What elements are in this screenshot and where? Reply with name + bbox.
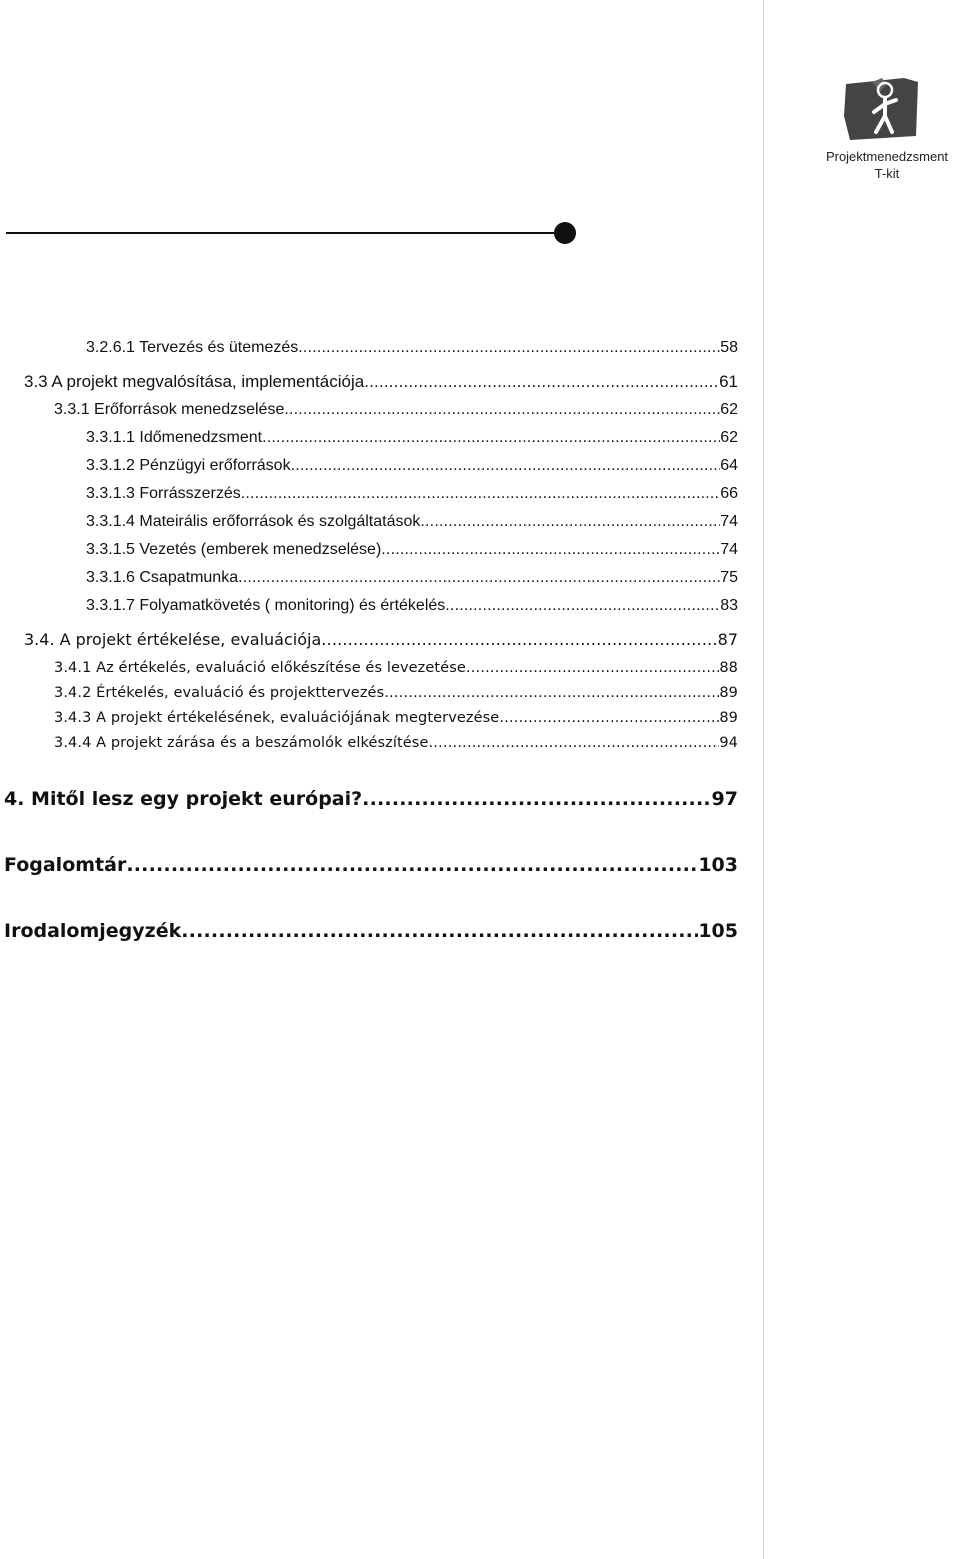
toc-entry[interactable] xyxy=(86,513,738,531)
brand-label xyxy=(812,148,960,182)
toc-entry[interactable] xyxy=(86,485,738,503)
toc-entry-title: 4. Mitől lesz egy projekt európai? xyxy=(4,788,363,810)
toc-entry-title: 3.4.3 A projekt értékelésének, evaluációjának megtervezése xyxy=(54,710,500,726)
header-rule-dot xyxy=(554,222,576,244)
toc-entry-title: 3.3.1.1 Időmenedzsment xyxy=(86,429,263,446)
toc-entry-page: 66 xyxy=(720,485,738,502)
toc-entry-page: 61 xyxy=(719,372,738,391)
toc-entry-page: 89 xyxy=(719,685,738,701)
toc-entry-title: Irodalomjegyzék xyxy=(4,920,182,942)
toc-leader-dots xyxy=(428,735,719,751)
toc-leader-dots xyxy=(364,372,719,392)
toc-entry-page: 89 xyxy=(719,710,738,726)
toc-leader-dots xyxy=(466,660,719,676)
toc-entry-page: 94 xyxy=(719,735,738,751)
toc-leader-dots xyxy=(321,630,717,649)
toc-entry-page: 83 xyxy=(720,597,738,614)
toc-entry[interactable] xyxy=(54,685,738,701)
toc-leader-dots xyxy=(362,788,711,810)
toc-entry-page: 62 xyxy=(720,429,738,446)
toc-leader-dots xyxy=(381,541,720,559)
brand-title: Projektmenedzsment xyxy=(825,149,949,164)
toc-entry-title: 3.3.1.7 Folyamatkövetés ( monitoring) és értékelés xyxy=(86,597,446,614)
toc-entry-title: 3.3.1.4 Mateirális erőforrások és szolgáltatások xyxy=(86,513,421,530)
person-walking-flag-icon xyxy=(842,76,922,142)
toc-entry[interactable] xyxy=(54,401,738,419)
toc-entry[interactable] xyxy=(86,541,738,559)
toc-entry[interactable] xyxy=(86,597,738,615)
toc-entry-title: 3.3.1.5 Vezetés (emberek menedzselése) xyxy=(86,541,382,558)
toc-entry-page: 103 xyxy=(698,854,738,876)
toc-entry[interactable] xyxy=(86,339,738,357)
toc-leader-dots xyxy=(298,339,720,357)
toc-entry-page: 88 xyxy=(719,660,738,676)
toc-entry-title: 3.4.1 Az értékelés, evaluáció előkészítése és levezetése xyxy=(54,660,466,676)
toc-entry[interactable] xyxy=(4,920,738,942)
toc-leader-dots xyxy=(126,854,698,876)
toc-entry-page: 105 xyxy=(698,920,738,942)
toc-entry[interactable] xyxy=(86,429,738,447)
toc-entry-page: 74 xyxy=(720,541,738,558)
toc-leader-dots xyxy=(420,513,720,531)
toc-leader-dots xyxy=(181,920,698,942)
header-rule xyxy=(6,232,556,234)
toc-entry-title: Fogalomtár xyxy=(4,854,127,876)
toc-entry-page: 62 xyxy=(720,401,738,418)
toc-entry[interactable] xyxy=(24,630,738,649)
toc-entry-title: 3.4. A projekt értékelése, evaluációja xyxy=(24,630,322,649)
toc-entry[interactable] xyxy=(4,854,738,876)
brand-subtitle: T-kit xyxy=(874,166,900,181)
toc-entry[interactable] xyxy=(86,569,738,587)
toc-leader-dots xyxy=(499,710,719,726)
toc-entry-page: 64 xyxy=(720,457,738,474)
page-margin-rule xyxy=(763,0,764,1559)
toc-entry-page: 74 xyxy=(720,513,738,530)
toc-entry[interactable] xyxy=(24,372,738,392)
toc-entry[interactable] xyxy=(54,660,738,676)
toc-entry[interactable] xyxy=(86,457,738,475)
toc-entry-page: 87 xyxy=(717,630,738,649)
toc-entry-title: 3.4.4 A projekt zárása és a beszámolók elkészítése xyxy=(54,735,429,751)
toc-leader-dots xyxy=(262,429,720,447)
toc-leader-dots xyxy=(445,597,720,615)
toc-leader-dots xyxy=(291,457,721,475)
toc-entry-page: 75 xyxy=(720,569,738,586)
toc-leader-dots xyxy=(241,485,720,503)
toc-leader-dots xyxy=(384,685,719,701)
toc-entry[interactable] xyxy=(54,735,738,751)
toc-entry[interactable] xyxy=(54,710,738,726)
toc-entry[interactable] xyxy=(4,788,738,810)
toc-entry-page: 58 xyxy=(720,339,738,356)
toc-entry-title: 3.2.6.1 Tervezés és ütemezés xyxy=(86,339,299,356)
toc-entry-title: 3.3.1.3 Forrásszerzés xyxy=(86,485,241,502)
toc-leader-dots xyxy=(284,401,720,419)
toc-entry-title: 3.4.2 Értékelés, evaluáció és projekttervezés xyxy=(54,685,385,701)
toc-entry-title: 3.3 A projekt megvalósítása, implementációja xyxy=(24,372,365,391)
toc-entry-title: 3.3.1 Erőforrások menedzselése xyxy=(54,401,285,418)
toc-entry-title: 3.3.1.6 Csapatmunka xyxy=(86,569,239,586)
toc-entry-page: 97 xyxy=(711,788,738,810)
toc-leader-dots xyxy=(238,569,720,587)
toc-entry-title: 3.3.1.2 Pénzügyi erőforrások xyxy=(86,457,291,474)
